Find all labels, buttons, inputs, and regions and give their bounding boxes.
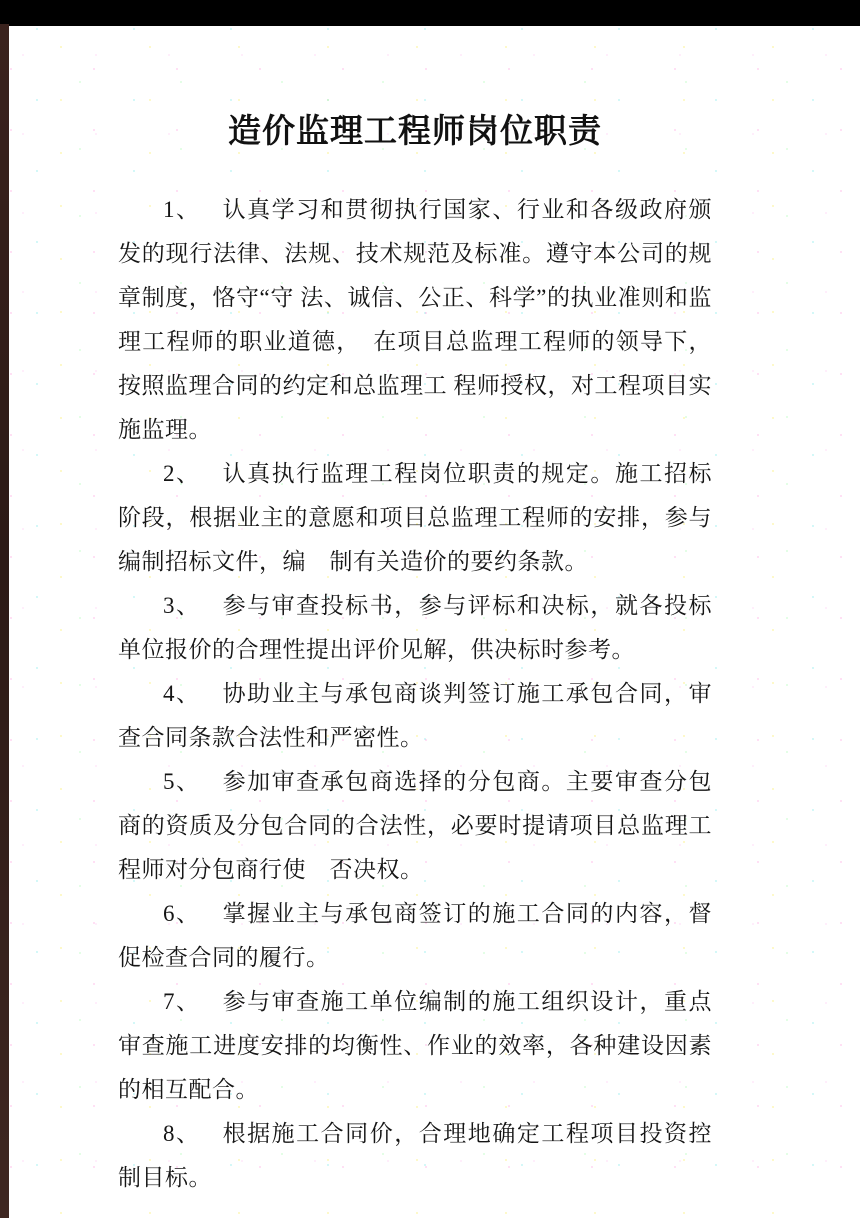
page-title: 造价监理工程师岗位职责 xyxy=(228,114,602,150)
item-number: 5、 xyxy=(163,769,201,794)
document-page xyxy=(118,100,712,1200)
item-text: 协助业主与承包商谈判签订施工承包合同，审查合同条款合法性和严密性。 xyxy=(118,681,713,750)
item-number: 6、 xyxy=(163,901,201,926)
item-text: 认真学习和贯彻执行国家、行业和各级政府颁发的现行法律、法规、技术规范及标准。遵守本公司的规章制度，恪守“守 法、诚信、公正、科学”的执业准则和监理工程师的职业道德， 在项目总监理工程师的领导下，按照监理合同的约定和总监理工 程师授权，对工程项目实施监理。 xyxy=(118,197,713,442)
item-text: 参与审查施工单位编制的施工组织设计，重点审查施工进度安排的均衡性、作业的效率，各种建设因素的相互配合。 xyxy=(118,989,713,1102)
duty-item xyxy=(118,892,712,980)
duty-item xyxy=(118,980,712,1112)
item-text: 参与审查投标书，参与评标和决标，就各投标单位报价的合理性提出评价见解，供决标时参考。 xyxy=(118,593,713,662)
scan-artifact-top-edge xyxy=(0,0,860,26)
item-text: 参加审查承包商选择的分包商。主要审查分包商的资质及分包合同的合法性，必要时提请项目总监理工程师对分包商行使 否决权。 xyxy=(118,769,713,882)
item-number: 8、 xyxy=(163,1121,201,1146)
duty-item xyxy=(118,188,712,452)
item-number: 7、 xyxy=(163,989,201,1014)
duty-item xyxy=(118,452,712,584)
item-number: 4、 xyxy=(163,681,201,706)
duty-item xyxy=(118,1112,712,1200)
duty-item xyxy=(118,672,712,760)
item-number: 3、 xyxy=(163,593,201,618)
item-number: 1、 xyxy=(163,197,201,222)
item-text: 根据施工合同价，合理地确定工程项目投资控制目标。 xyxy=(118,1121,713,1190)
duty-list xyxy=(118,188,712,1200)
duty-item xyxy=(118,584,712,672)
item-number: 2、 xyxy=(163,461,201,486)
scan-artifact-left-edge xyxy=(0,24,9,1218)
item-text: 认真执行监理工程岗位职责的规定。施工招标阶段，根据业主的意愿和项目总监理工程师的安排，参与编制招标文件，编 制有关造价的要约条款。 xyxy=(118,461,713,574)
item-text: 掌握业主与承包商签订的施工合同的内容，督促检查合同的履行。 xyxy=(118,901,713,970)
duty-item xyxy=(118,760,712,892)
